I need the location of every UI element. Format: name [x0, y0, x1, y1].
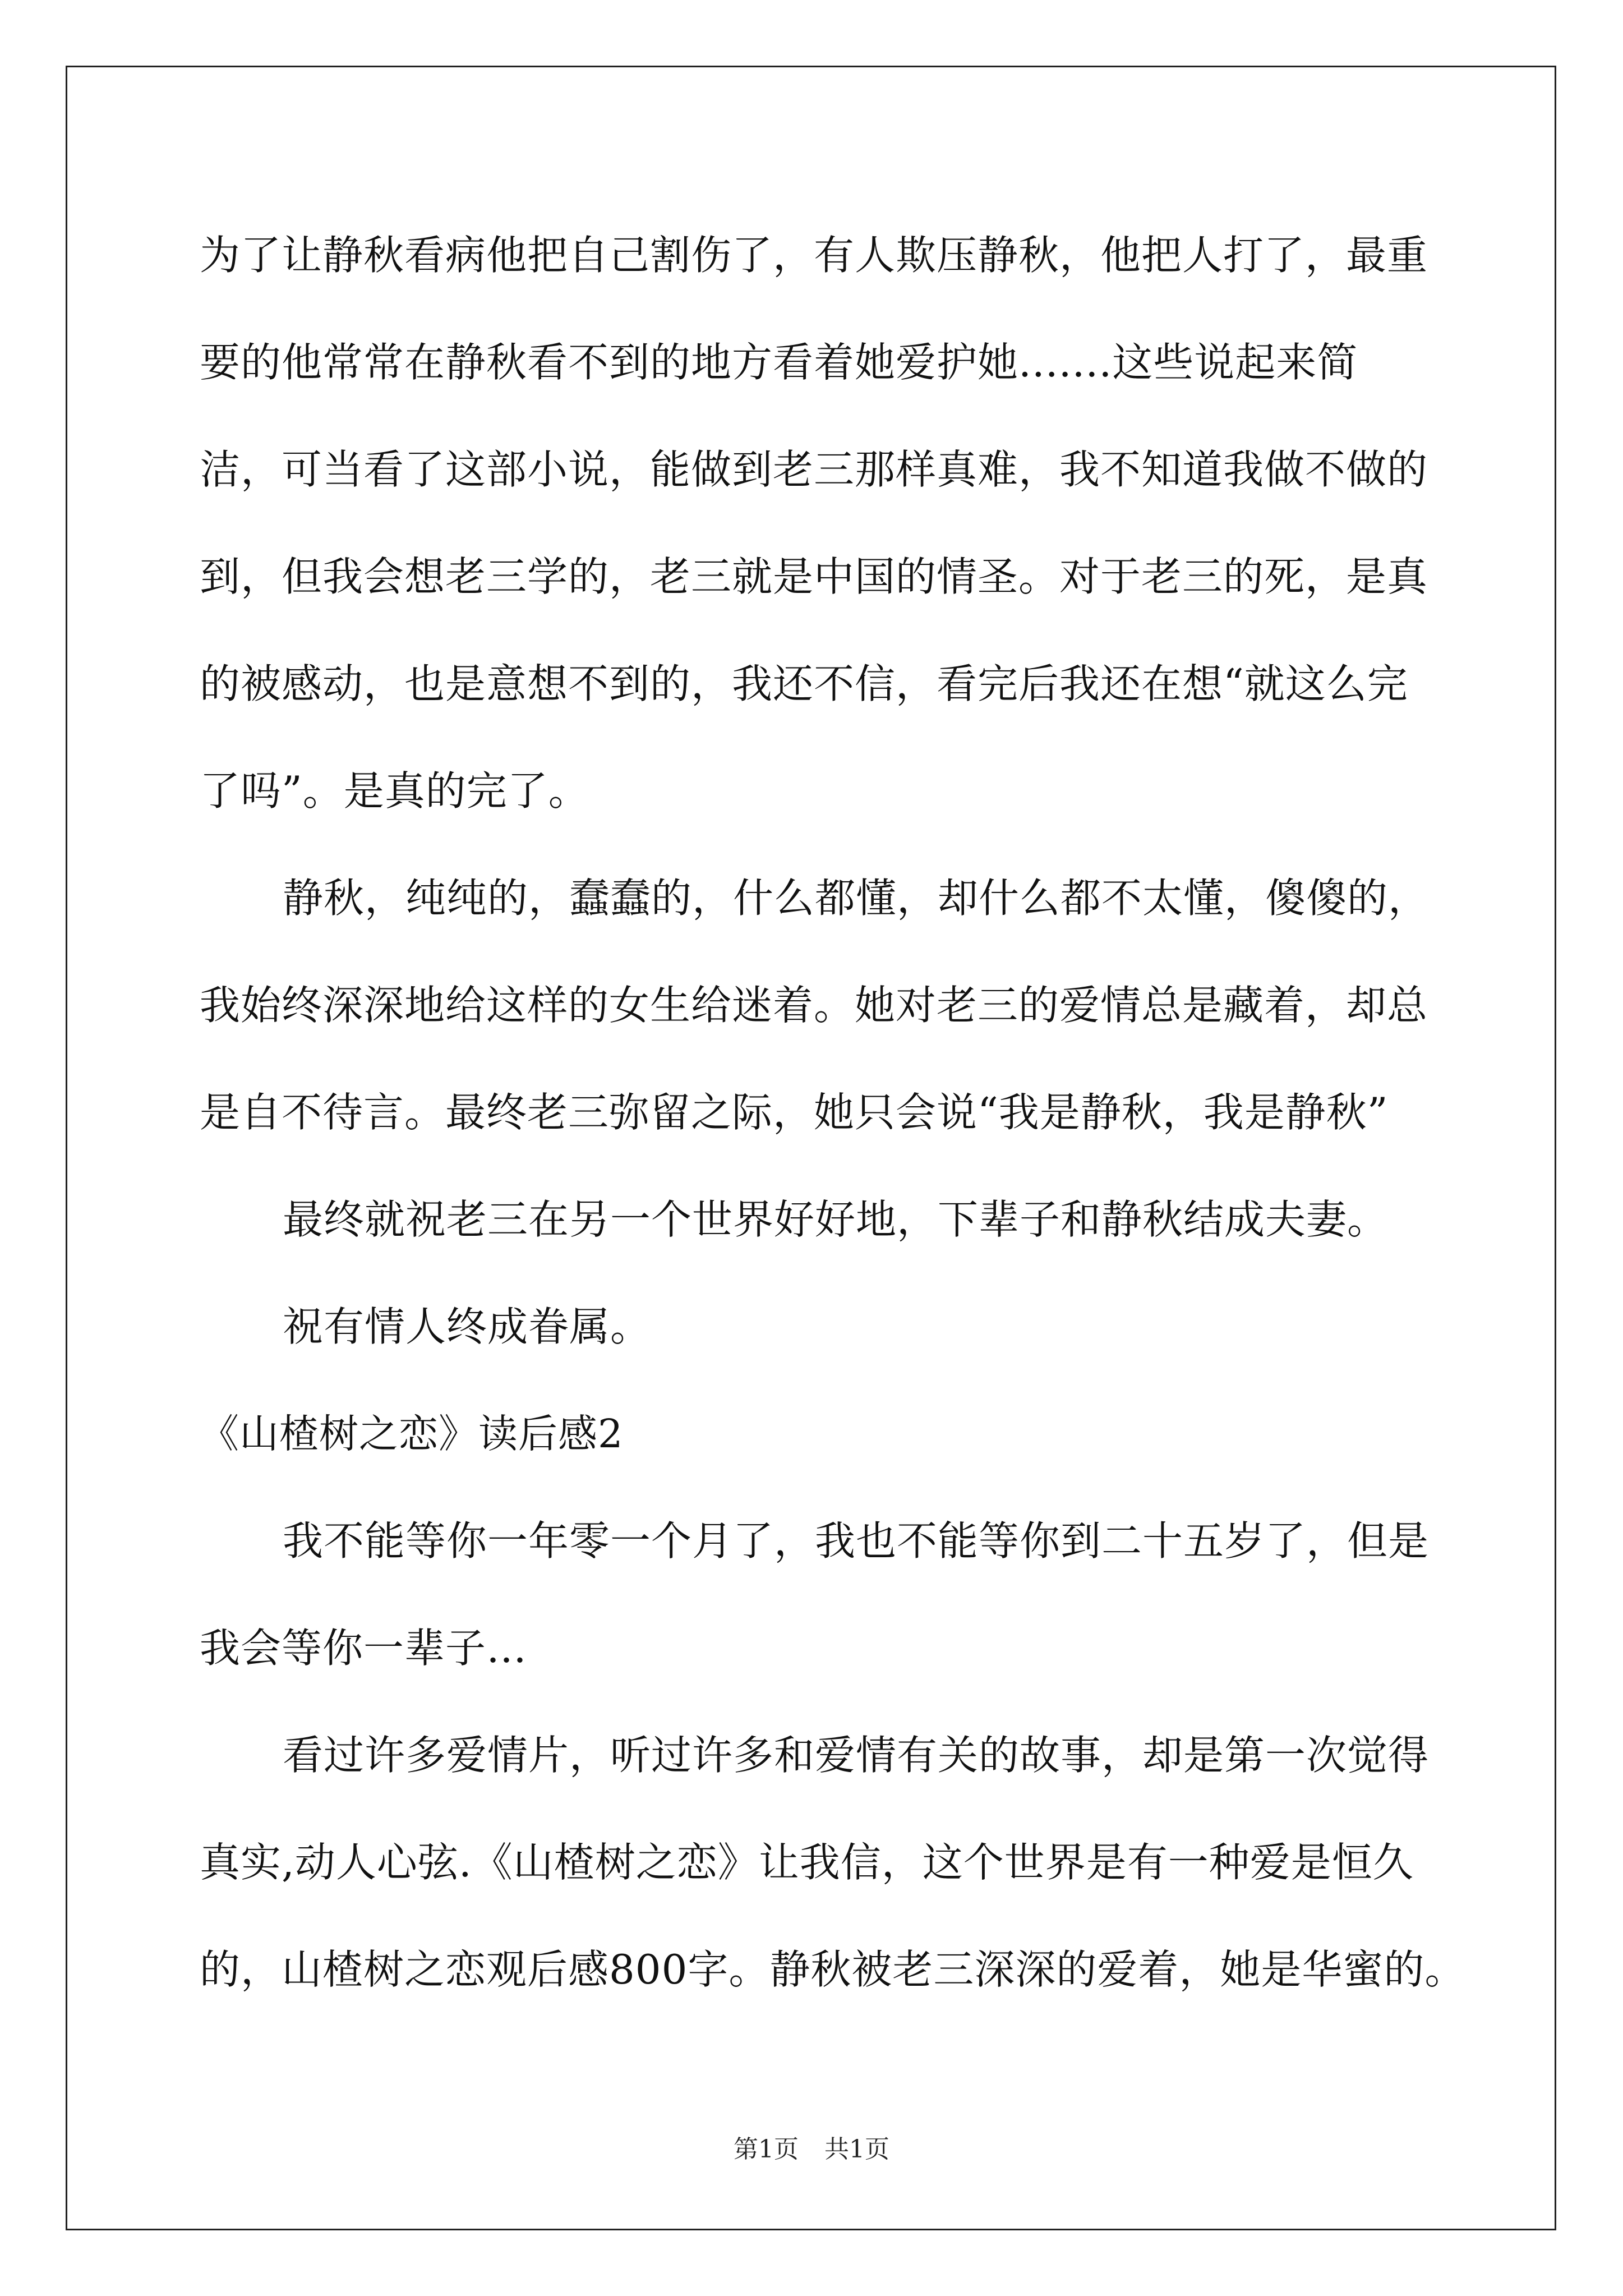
- text-line: 祝有情人终成眷属。: [283, 1303, 652, 1350]
- page-number: 第1页: [734, 2135, 799, 2164]
- text-line: 为了让静秋看病他把自己割伤了，有人欺压静秋，他把人打了，最重: [200, 232, 1428, 279]
- text-line: 的被感动，也是意想不到的，我还不信，看完后我还在想“就这么完: [200, 660, 1408, 707]
- section-heading: 《山楂树之恋》读后感2: [200, 1411, 624, 1457]
- text-line: 了吗”。是真的完了。: [200, 767, 589, 815]
- page-footer: [0, 2133, 1623, 2166]
- text-line: 要的他常常在静秋看不到的地方看着她爱护她.......这些说起来简: [200, 339, 1358, 386]
- text-line: 我始终深深地给这样的女生给迷着。她对老三的爱情总是藏着，却总: [200, 982, 1428, 1029]
- text-line: 洁，可当看了这部小说，能做到老三那样真难，我不知道我做不做的: [200, 446, 1428, 493]
- text-line: 我不能等你一年零一个月了，我也不能等你到二十五岁了，但是: [283, 1517, 1430, 1565]
- text-line: 到，但我会想老三学的，老三就是中国的情圣。对于老三的死，是真: [200, 553, 1428, 600]
- text-line: 看过许多爱情片，听过许多和爱情有关的故事，却是第一次觉得: [283, 1732, 1430, 1779]
- text-line: 是自不待言。最终老三弥留之际，她只会说“我是静秋，我是静秋”: [200, 1089, 1389, 1136]
- text-line: 静秋，纯纯的，蠢蠢的，什么都懂，却什么都不太懂，傻傻的，: [283, 875, 1430, 922]
- text-line: 的，山楂树之恋观后感800字。静秋被老三深深的爱着，她是华蜜的。: [200, 1946, 1466, 1993]
- text-line: 最终就祝老三在另一个世界好好地，下辈子和静秋结成夫妻。: [283, 1196, 1389, 1243]
- page-total: 共1页: [824, 2135, 889, 2164]
- text-line: 真实,动人心弦.《山楂树之恋》让我信，这个世界是有一种爱是恒久: [200, 1839, 1414, 1886]
- document-body: [200, 202, 1466, 2023]
- text-line: 我会等你一辈子…: [200, 1625, 528, 1672]
